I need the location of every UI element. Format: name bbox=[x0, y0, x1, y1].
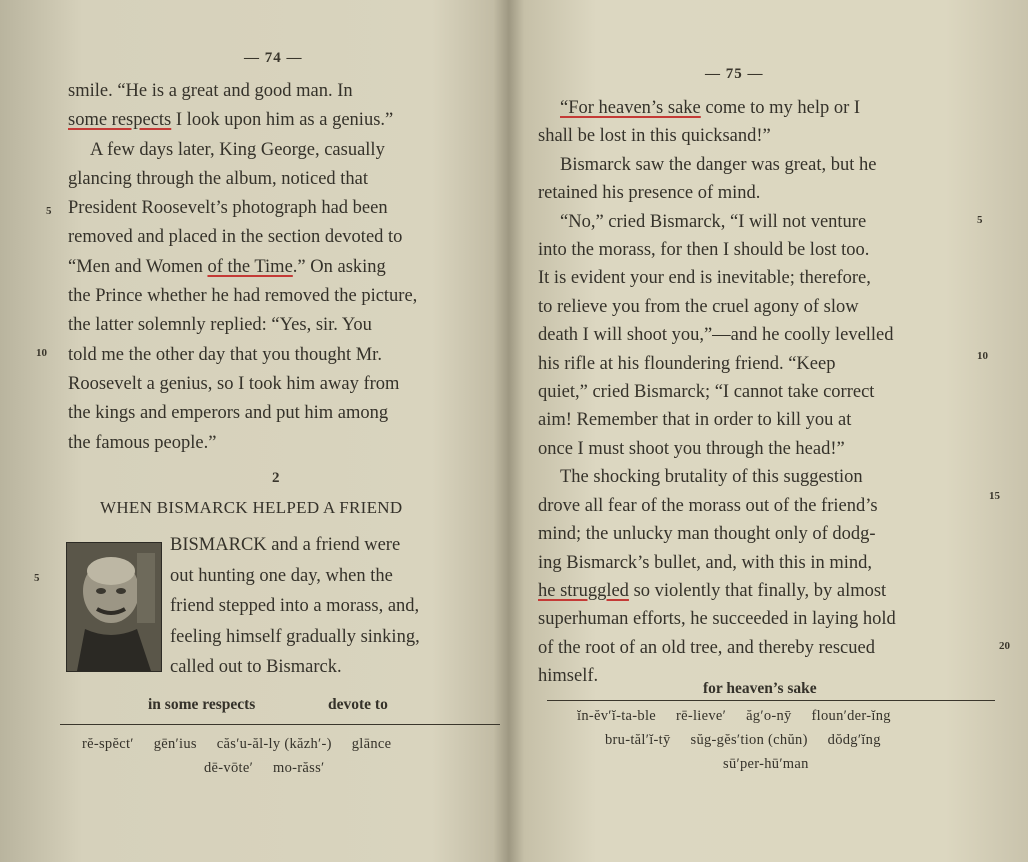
underlined-phrase: of the Time bbox=[207, 256, 293, 277]
right-page bbox=[505, 0, 1028, 862]
line-marker: 15 bbox=[989, 490, 1000, 502]
underlined-phrase: he struggled bbox=[538, 580, 629, 601]
text-line: once I must shoot you through the head!” bbox=[538, 438, 845, 459]
pronunciation-row bbox=[204, 760, 340, 777]
text-line: feeling himself gradually sinking, bbox=[170, 626, 420, 647]
pronunciation: rē-lieve′ bbox=[675, 708, 727, 724]
text-line: Roosevelt a genius, so I took him away from bbox=[68, 373, 400, 394]
text-line: removed and placed in the section devoted to bbox=[68, 227, 403, 248]
pronunciation: bru-tăl′ĭ-tȳ bbox=[605, 732, 671, 748]
underlined-phrase: “For heaven’s sake bbox=[560, 98, 701, 118]
text-line: aim! Remember that in order to kill you at bbox=[538, 410, 852, 431]
section-number: 2 bbox=[272, 470, 280, 486]
text-line: he struggled so violently that finally, by almost bbox=[538, 580, 887, 601]
line-marker: 5 bbox=[46, 205, 52, 217]
text-line: called out to Bismarck. bbox=[170, 657, 342, 677]
pronunciation-row bbox=[82, 736, 407, 753]
text-line: Bismarck saw the danger was great, but he bbox=[560, 154, 877, 175]
pronunciation: floun′der-ĭng bbox=[811, 708, 891, 724]
bismarck-portrait-image bbox=[66, 542, 162, 672]
line-marker: 10 bbox=[977, 350, 988, 362]
pronunciation: sū′per-hū′man bbox=[723, 756, 809, 772]
text-line: friend stepped into a morass, and, bbox=[170, 596, 420, 616]
text-line: It is evident your end is inevitable; therefore, bbox=[538, 268, 871, 289]
pronunciation: ĭn-ĕv′ĭ-ta-ble bbox=[577, 708, 657, 724]
pronunciation: rĕ-spĕct′ bbox=[82, 736, 134, 752]
text-line: A few days later, King George, casually bbox=[90, 139, 385, 160]
text-line: “Men and Women of the Time.” On asking bbox=[68, 256, 386, 277]
pronunciation: ăg′o-nȳ bbox=[746, 708, 792, 724]
text-line: quiet,” cried Bismarck; “I cannot take correct bbox=[538, 382, 875, 403]
section-title: WHEN BISMARCK HELPED A FRIEND bbox=[100, 498, 403, 517]
text-line: the famous people.” bbox=[68, 432, 217, 453]
vocab-phrase: devote to bbox=[328, 696, 388, 713]
text-line: his rifle at his floundering friend. “Keep bbox=[538, 353, 836, 374]
text-line: glancing through the album, noticed that bbox=[68, 168, 369, 189]
text-line: mind; the unlucky man thought only of dodg- bbox=[538, 524, 876, 545]
line-marker: 10 bbox=[36, 347, 47, 359]
pronunciation: sŭg-gĕs′tion (chŭn) bbox=[690, 732, 808, 748]
text-line: some respects I look upon him as a genius.” bbox=[68, 110, 394, 131]
left-page bbox=[0, 0, 500, 862]
text-line: BISMARCK and a friend were bbox=[170, 535, 401, 555]
vocab-phrase: for heaven’s sake bbox=[703, 680, 817, 697]
text-line: out hunting one day, when the bbox=[170, 565, 393, 586]
vocab-divider bbox=[60, 724, 500, 725]
story-text bbox=[170, 530, 504, 683]
text-line: to relieve you from the cruel agony of slow bbox=[538, 296, 859, 317]
text-line: the kings and emperors and put him among bbox=[68, 403, 389, 424]
text-line: ing Bismarck’s bullet, and, with this in mind, bbox=[538, 552, 873, 573]
pronunciation: dē-vōte′ bbox=[204, 760, 254, 776]
text-line: into the morass, for then I should be lost too. bbox=[538, 240, 870, 261]
pronunciation-row bbox=[577, 708, 907, 725]
text-line: smile. “He is a great and good man. In bbox=[68, 81, 353, 101]
pronunciation: glānce bbox=[351, 736, 392, 752]
text-line: himself. bbox=[538, 666, 599, 687]
text-line: “No,” cried Bismarck, “I will not venture bbox=[560, 211, 867, 232]
page-number: — 74 — bbox=[244, 50, 303, 66]
pronunciation: gēn′ius bbox=[153, 736, 197, 752]
text-line: superhuman efforts, he succeeded in laying hold bbox=[538, 609, 896, 630]
pronunciation: căs′u-ăl-ly (kăzh′-) bbox=[216, 736, 332, 752]
line-marker: 5 bbox=[34, 572, 40, 584]
left-body-text bbox=[68, 77, 496, 458]
pronunciation-row bbox=[605, 732, 897, 749]
right-body-text bbox=[538, 94, 970, 691]
text-line: drove all fear of the morass out of the friend’s bbox=[538, 495, 878, 516]
text-line: The shocking brutality of this suggestion bbox=[560, 467, 863, 488]
text-line: retained his presence of mind. bbox=[538, 183, 761, 204]
text-line: the latter solemnly replied: “Yes, sir. You bbox=[68, 315, 372, 336]
pronunciation: dŏdg′ĭng bbox=[827, 732, 881, 748]
text-line: President Roosevelt’s photograph had been bbox=[68, 198, 388, 219]
text-line: shall be lost in this quicksand!” bbox=[538, 126, 771, 147]
underlined-phrase: some respects bbox=[68, 110, 172, 131]
vocab-phrase: in some respects bbox=[148, 696, 256, 713]
text-line: “For heaven’s sake come to my help or I bbox=[560, 98, 861, 118]
portrait-illustration bbox=[67, 543, 161, 671]
text-line: the Prince whether he had removed the picture, bbox=[68, 286, 418, 307]
vocab-divider bbox=[547, 700, 995, 701]
pronunciation-row bbox=[723, 756, 825, 773]
line-marker: 20 bbox=[999, 640, 1010, 652]
text-line: of the root of an old tree, and thereby rescued bbox=[538, 637, 875, 658]
line-marker: 5 bbox=[977, 214, 983, 226]
text-line: death I will shoot you,”—and he coolly levelled bbox=[538, 325, 894, 346]
text-line: told me the other day that you thought Mr. bbox=[68, 344, 382, 365]
page-number: — 75 — bbox=[705, 66, 764, 82]
pronunciation: mo-răss′ bbox=[273, 760, 325, 776]
